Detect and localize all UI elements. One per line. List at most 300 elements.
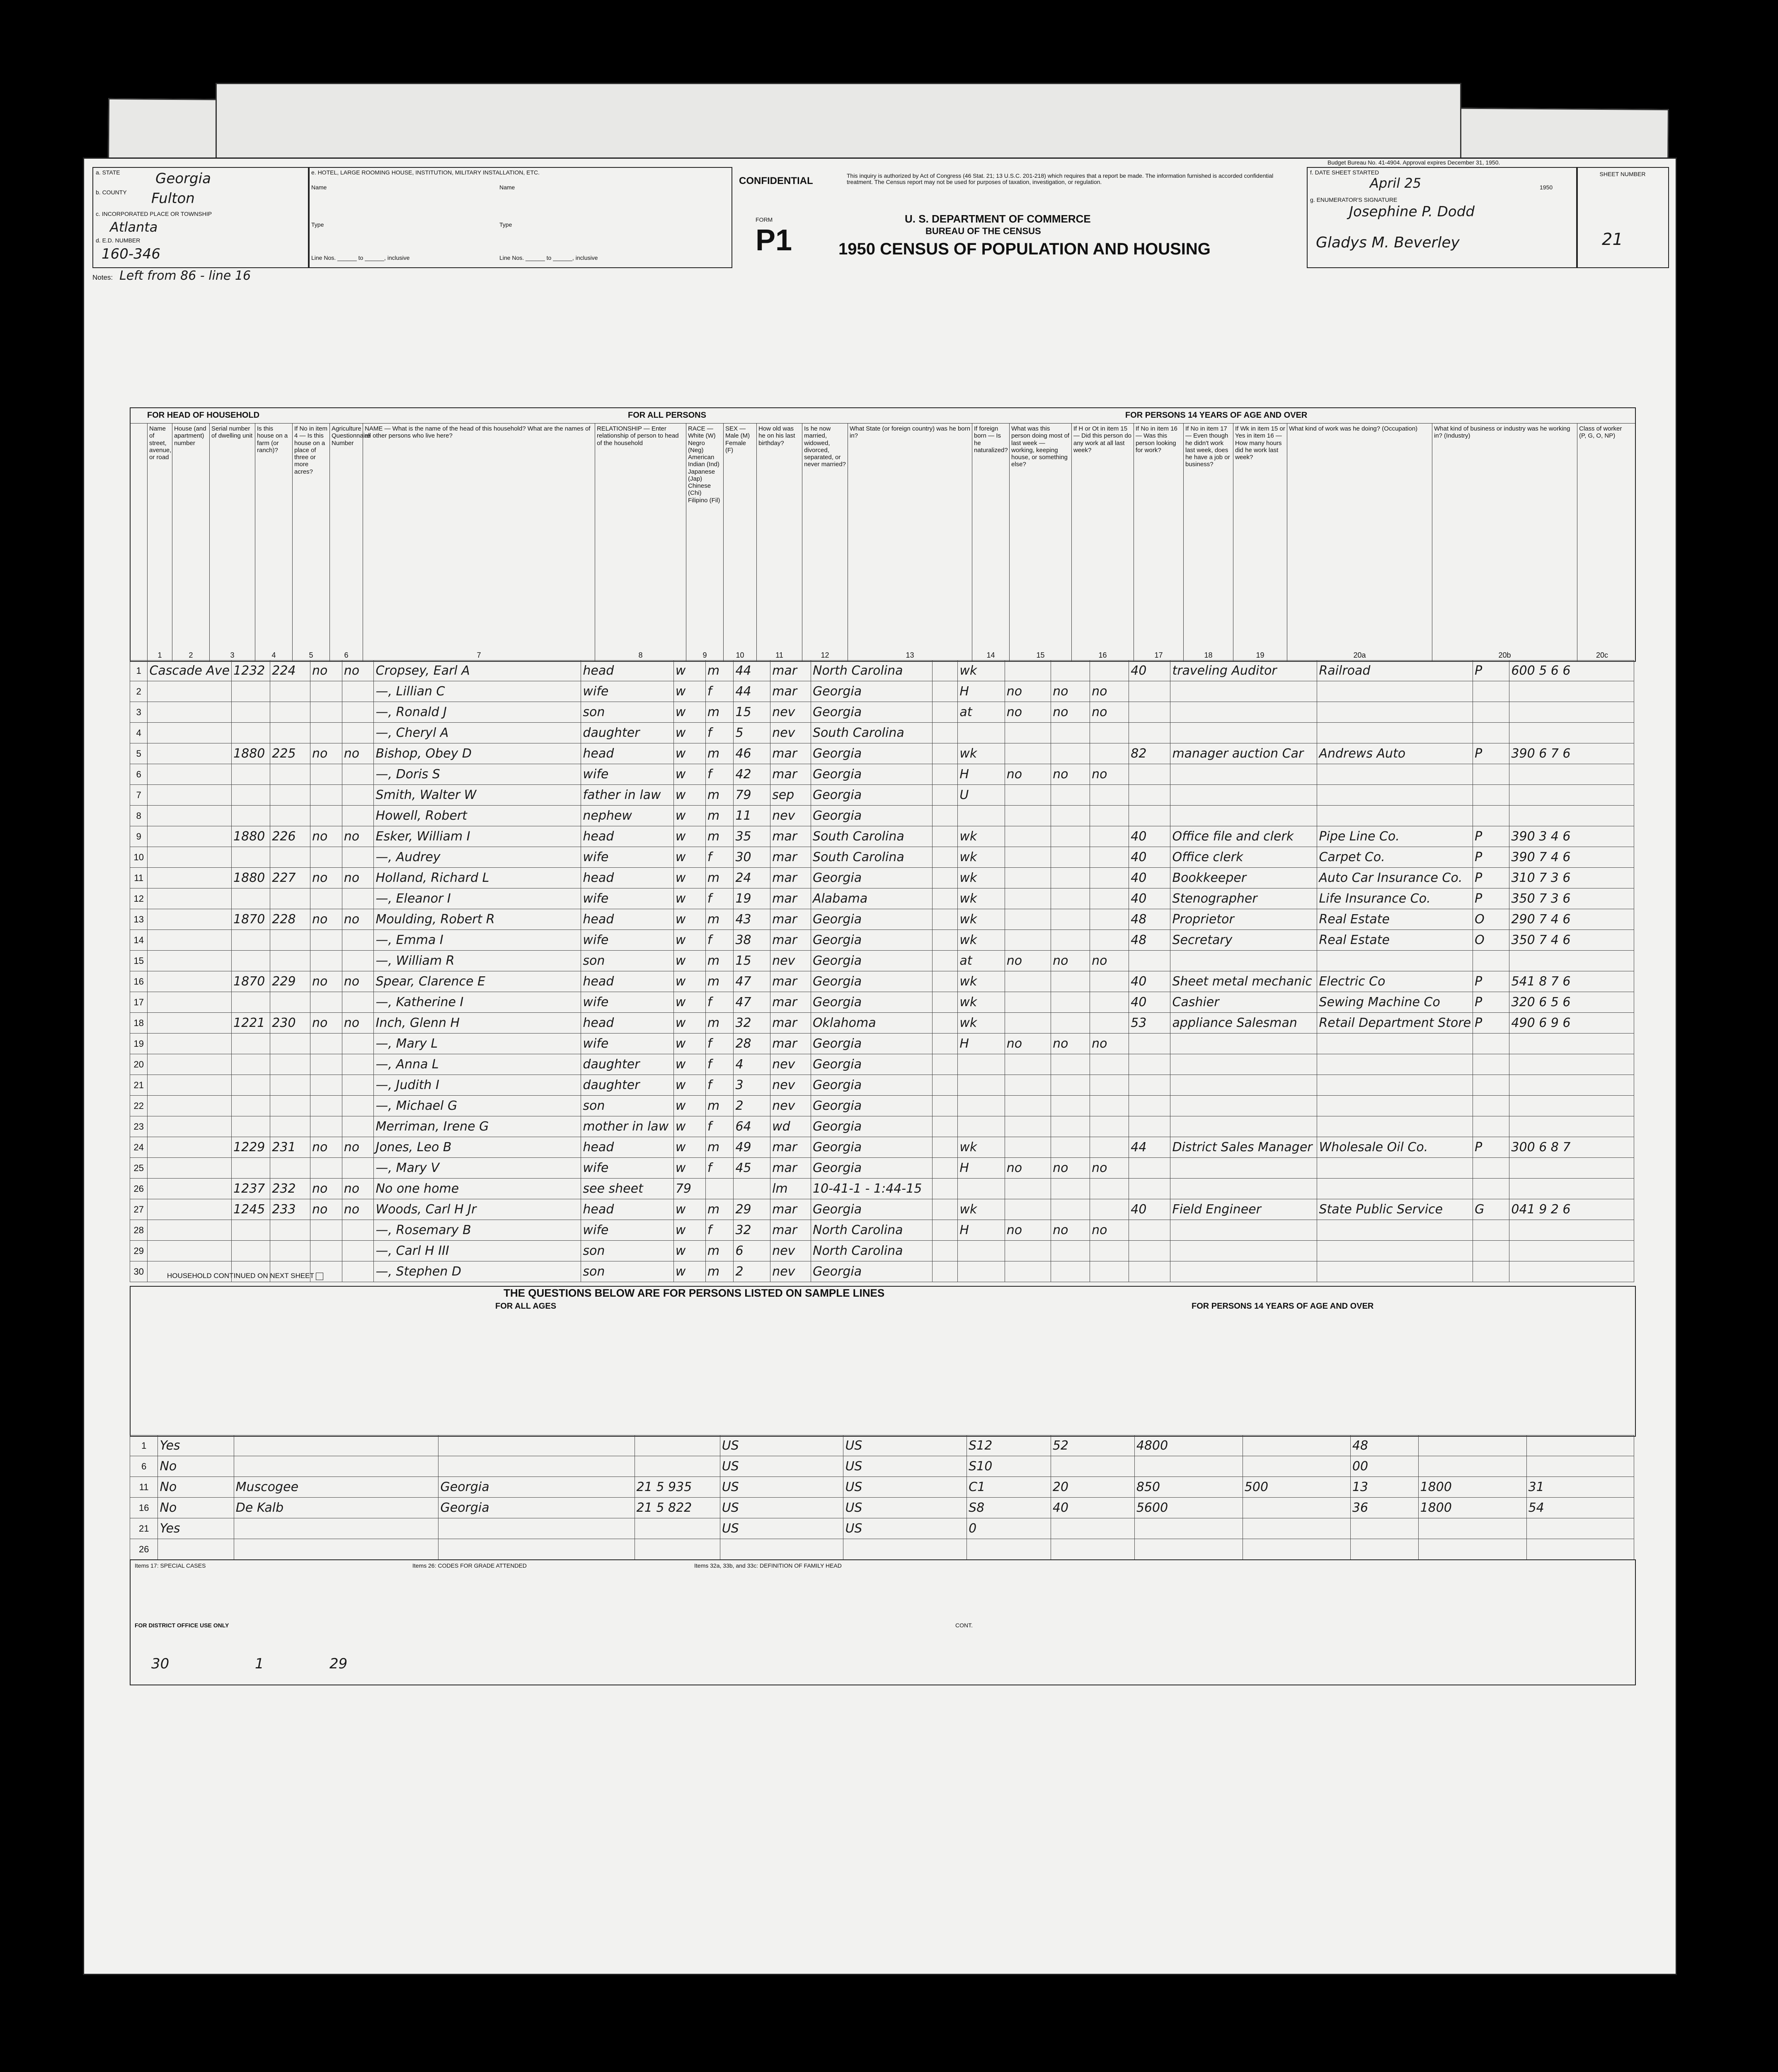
cell-age: 32 — [734, 1220, 770, 1241]
cell-w16 — [1005, 1096, 1051, 1116]
cell-industry: Life Insurance Co. — [1317, 888, 1473, 909]
table-row — [130, 1199, 1634, 1220]
cell-sex: f — [705, 764, 734, 785]
cell-w16: no — [1005, 681, 1051, 702]
cell-industry — [1317, 1220, 1473, 1241]
cell-name: —, Michael G — [374, 1096, 581, 1116]
cell-sex: m — [705, 702, 734, 723]
cell-sex: f — [705, 681, 734, 702]
cell-acres — [342, 785, 374, 806]
cell-rel: head — [581, 909, 673, 930]
cell-cls — [1473, 702, 1509, 723]
column-number: 10 — [736, 651, 744, 660]
cell-serial — [270, 1054, 310, 1075]
cell-cls: P — [1473, 847, 1509, 868]
cell-w16 — [1005, 723, 1051, 743]
cell-street — [148, 681, 232, 702]
cell-nat — [933, 723, 958, 743]
cell-acres — [342, 702, 374, 723]
table-row — [130, 681, 1634, 702]
cell-house — [232, 1054, 270, 1075]
table-row — [130, 1013, 1634, 1034]
cell-birth: Georgia — [811, 930, 933, 951]
cell-sex: m — [705, 1137, 734, 1158]
cell-sex: f — [705, 1034, 734, 1054]
cell-line: 3 — [130, 702, 148, 723]
enumerator-label: g. ENUMERATOR'S SIGNATURE — [1310, 196, 1398, 203]
sample-cell-q21: Yes — [158, 1435, 234, 1456]
cell-house — [232, 1116, 270, 1137]
cell-occupation: traveling Auditor — [1170, 661, 1317, 681]
cell-acres — [342, 681, 374, 702]
cell-rel: see sheet — [581, 1179, 673, 1199]
cell-birth: Georgia — [811, 681, 933, 702]
cell-nat — [933, 909, 958, 930]
cell-code — [1509, 681, 1634, 702]
cell-code — [1509, 951, 1634, 971]
cell-w16 — [1005, 1241, 1051, 1261]
cell-w18: no — [1090, 1220, 1129, 1241]
sample-cell-g: 31 — [1526, 1477, 1634, 1498]
cell-w17 — [1051, 1241, 1090, 1261]
cell-marital: mar — [770, 826, 811, 847]
cell-w16 — [1005, 1261, 1051, 1282]
cell-marital: nev — [770, 1075, 811, 1096]
cell-code: 350 7 4 6 — [1509, 930, 1634, 951]
cell-hours: 40 — [1129, 971, 1170, 992]
sample-cell-fam — [1418, 1435, 1526, 1456]
grade-codes: Items 26: CODES FOR GRADE ATTENDED — [412, 1562, 527, 1569]
ed-value: 160-346 — [102, 246, 161, 262]
household-continued — [167, 1272, 325, 1280]
cell-birth: Georgia — [811, 764, 933, 785]
form-label: FORM — [756, 216, 773, 223]
cell-race: w — [673, 909, 705, 930]
sample-cell-other: 500 — [1243, 1477, 1350, 1498]
cell-line: 23 — [130, 1116, 148, 1137]
cell-acres — [342, 930, 374, 951]
cell-age: 24 — [734, 868, 770, 888]
cell-w17 — [1051, 661, 1090, 681]
cell-birth: Georgia — [811, 806, 933, 826]
table-row — [130, 1137, 1634, 1158]
cell-line: 29 — [130, 1241, 148, 1261]
cell-acres: no — [342, 661, 374, 681]
cell-street — [148, 909, 232, 930]
cell-w18: no — [1090, 764, 1129, 785]
sample-cell-other — [1243, 1518, 1350, 1539]
cell-serial — [270, 806, 310, 826]
cell-industry: Andrews Auto — [1317, 743, 1473, 764]
sheet-number: 21 — [1602, 230, 1623, 249]
cell-work: wk — [958, 971, 1005, 992]
cell-w17 — [1051, 868, 1090, 888]
cell-w17: no — [1051, 1220, 1090, 1241]
sample-cell-line: 1 — [130, 1435, 158, 1456]
cell-farm — [310, 1054, 342, 1075]
cell-age: 44 — [734, 661, 770, 681]
cell-age: 6 — [734, 1241, 770, 1261]
cell-house: 1229 — [232, 1137, 270, 1158]
cell-name: —, Anna L — [374, 1054, 581, 1075]
cell-line: 8 — [130, 806, 148, 826]
cell-w18 — [1090, 785, 1129, 806]
cell-hours: 82 — [1129, 743, 1170, 764]
cell-w17 — [1051, 930, 1090, 951]
cell-rel: head — [581, 1137, 673, 1158]
table-row — [130, 909, 1634, 930]
cell-farm: no — [310, 743, 342, 764]
cell-marital: nev — [770, 1261, 811, 1282]
cell-occupation: Field Engineer — [1170, 1199, 1317, 1220]
household-continued-checkbox[interactable] — [316, 1273, 323, 1280]
cell-industry: Wholesale Oil Co. — [1317, 1137, 1473, 1158]
cell-house — [232, 992, 270, 1013]
cell-work — [958, 1054, 1005, 1075]
cell-industry — [1317, 723, 1473, 743]
sample-cell-g — [1526, 1435, 1634, 1456]
cell-street — [148, 971, 232, 992]
cell-w16 — [1005, 909, 1051, 930]
cell-acres — [342, 888, 374, 909]
cell-sex: m — [705, 1241, 734, 1261]
sample-cell-fam: 1800 — [1418, 1477, 1526, 1498]
sample-row — [130, 1539, 1634, 1560]
cell-w17 — [1051, 1013, 1090, 1034]
sample-cell-q25_father: US — [720, 1477, 843, 1498]
cell-street — [148, 1116, 232, 1137]
sample-questions-title: THE QUESTIONS BELOW ARE FOR PERSONS LISTED ON SAMPLE LINES — [504, 1287, 885, 1299]
cell-race: w — [673, 847, 705, 868]
cell-w17 — [1051, 723, 1090, 743]
cell-farm — [310, 1220, 342, 1241]
cell-race: w — [673, 681, 705, 702]
column-header-14: If foreign born — Is he naturalized? 14 — [972, 424, 1009, 661]
cell-hours — [1129, 1241, 1170, 1261]
cell-w17 — [1051, 888, 1090, 909]
cell-acres: no — [342, 743, 374, 764]
cell-nat — [933, 806, 958, 826]
cell-rel: son — [581, 1096, 673, 1116]
cell-marital: mar — [770, 868, 811, 888]
cell-name: Moulding, Robert R — [374, 909, 581, 930]
ed-label: d. E.D. NUMBER — [96, 237, 140, 244]
cell-occupation: Sheet metal mechanic — [1170, 971, 1317, 992]
cell-occupation — [1170, 1220, 1317, 1241]
cell-marital: mar — [770, 1158, 811, 1179]
cell-birth: Georgia — [811, 1137, 933, 1158]
cell-hours: 40 — [1129, 661, 1170, 681]
cell-work: at — [958, 951, 1005, 971]
cell-house — [232, 785, 270, 806]
cell-race: w — [673, 785, 705, 806]
cell-street — [148, 1220, 232, 1241]
cell-occupation — [1170, 723, 1317, 743]
cell-nat — [933, 1220, 958, 1241]
cell-w16 — [1005, 743, 1051, 764]
cell-farm — [310, 681, 342, 702]
cell-hours — [1129, 764, 1170, 785]
cell-w17 — [1051, 1179, 1090, 1199]
cell-farm: no — [310, 1137, 342, 1158]
section-persons-14: FOR PERSONS 14 YEARS OF AGE AND OVER — [1125, 411, 1308, 420]
table-row — [130, 1054, 1634, 1075]
cell-sex: m — [705, 806, 734, 826]
cell-street — [148, 1199, 232, 1220]
table-row — [130, 723, 1634, 743]
sample-cell-wages: 850 — [1134, 1477, 1243, 1498]
cell-sex: f — [705, 723, 734, 743]
cell-age: 15 — [734, 951, 770, 971]
sample-cell-q21: No — [158, 1498, 234, 1518]
cell-code — [1509, 1179, 1634, 1199]
sample-cell-weeks — [1051, 1518, 1134, 1539]
sample-cell-q25_father: US — [720, 1498, 843, 1518]
county-label: b. COUNTY — [96, 189, 127, 196]
column-header-20c: Class of worker (P, G, O, NP) 20c — [1577, 424, 1627, 661]
name-label-2: Name — [499, 184, 515, 191]
cell-name: —, Cheryl A — [374, 723, 581, 743]
sample-cell-fam — [1418, 1539, 1526, 1560]
cell-acres — [342, 1054, 374, 1075]
cell-code — [1509, 723, 1634, 743]
cell-rel: daughter — [581, 723, 673, 743]
cell-nat — [933, 1013, 958, 1034]
cell-cls: P — [1473, 971, 1509, 992]
cell-farm — [310, 1158, 342, 1179]
cell-work: wk — [958, 743, 1005, 764]
cell-occupation — [1170, 1158, 1317, 1179]
cell-work: wk — [958, 868, 1005, 888]
cell-acres — [342, 951, 374, 971]
cell-sex: m — [705, 951, 734, 971]
sample-cell-weeks: 40 — [1051, 1498, 1134, 1518]
cell-cls — [1473, 1096, 1509, 1116]
sample-cell-q21: No — [158, 1477, 234, 1498]
cell-code: 300 6 8 7 — [1509, 1137, 1634, 1158]
cell-rel: head — [581, 971, 673, 992]
sample-cell-q25_father: US — [720, 1456, 843, 1477]
cell-house — [232, 951, 270, 971]
sample-cell-q25_mother — [843, 1539, 967, 1560]
cell-sex: m — [705, 1096, 734, 1116]
cell-occupation — [1170, 1054, 1317, 1075]
cell-street — [148, 1179, 232, 1199]
cell-occupation: Bookkeeper — [1170, 868, 1317, 888]
cell-house — [232, 1220, 270, 1241]
cell-line: 12 — [130, 888, 148, 909]
cell-sex: f — [705, 992, 734, 1013]
cell-occupation — [1170, 1034, 1317, 1054]
cell-name: —, Mary L — [374, 1034, 581, 1054]
sample-cell-other — [1243, 1435, 1350, 1456]
cell-street — [148, 888, 232, 909]
cell-w17 — [1051, 1096, 1090, 1116]
column-header-4: Is this house on a farm (or ranch)? 4 — [255, 424, 292, 661]
sample-cell-code: 21 5 822 — [635, 1498, 720, 1518]
cell-sex: m — [705, 661, 734, 681]
cell-w16 — [1005, 1075, 1051, 1096]
cell-house — [232, 723, 270, 743]
cell-serial: 233 — [270, 1199, 310, 1220]
cell-cls: P — [1473, 888, 1509, 909]
cell-nat — [933, 702, 958, 723]
sample-cell-wages — [1134, 1539, 1243, 1560]
budget-note: Budget Bureau No. 41-4904. Approval expires December 31, 1950. — [1327, 159, 1500, 166]
cell-hours — [1129, 1179, 1170, 1199]
confidential-label: CONFIDENTIAL — [739, 175, 813, 186]
cell-race: w — [673, 1137, 705, 1158]
cell-farm — [310, 785, 342, 806]
cell-name: Inch, Glenn H — [374, 1013, 581, 1034]
cell-race: w — [673, 723, 705, 743]
cell-w18: no — [1090, 951, 1129, 971]
cell-age: 4 — [734, 1054, 770, 1075]
cell-occupation: appliance Salesman — [1170, 1013, 1317, 1034]
cell-cls — [1473, 1261, 1509, 1282]
column-header-2: House (and apartment) number 2 — [172, 424, 209, 661]
cell-house — [232, 764, 270, 785]
cell-nat — [933, 930, 958, 951]
cell-race: w — [673, 1096, 705, 1116]
cell-birth: Georgia — [811, 909, 933, 930]
cell-sex: m — [705, 971, 734, 992]
cell-w18 — [1090, 1075, 1129, 1096]
sample-cell-state — [438, 1435, 635, 1456]
cell-w16 — [1005, 785, 1051, 806]
cell-industry — [1317, 1096, 1473, 1116]
line-nos-2: Line Nos. ______ to ______, inclusive — [499, 254, 598, 261]
cell-serial — [270, 1096, 310, 1116]
cell-hours — [1129, 1158, 1170, 1179]
cell-sex — [705, 1179, 734, 1199]
cell-rel: daughter — [581, 1054, 673, 1075]
cell-age: 28 — [734, 1034, 770, 1054]
cell-w18 — [1090, 1116, 1129, 1137]
cell-w17: no — [1051, 764, 1090, 785]
cell-birth: Georgia — [811, 1199, 933, 1220]
cell-nat — [933, 1261, 958, 1282]
cell-serial — [270, 951, 310, 971]
cell-rel: father in law — [581, 785, 673, 806]
cell-line: 4 — [130, 723, 148, 743]
sample-row — [130, 1518, 1634, 1539]
column-number: 15 — [1036, 651, 1045, 660]
cell-line: 15 — [130, 951, 148, 971]
cell-line: 18 — [130, 1013, 148, 1034]
cell-w18 — [1090, 888, 1129, 909]
cell-occupation: Stenographer — [1170, 888, 1317, 909]
cell-work: wk — [958, 847, 1005, 868]
cell-sex: f — [705, 888, 734, 909]
cell-code — [1509, 1075, 1634, 1096]
cell-rel: son — [581, 1241, 673, 1261]
table-row — [130, 785, 1634, 806]
cell-name: —, Ronald J — [374, 702, 581, 723]
sample-cell-other — [1243, 1456, 1350, 1477]
sample-row — [130, 1477, 1634, 1498]
sample-cell-weeks: 20 — [1051, 1477, 1134, 1498]
date-value: April 25 — [1370, 175, 1422, 191]
cell-code: 390 6 7 6 — [1509, 743, 1634, 764]
cell-line: 27 — [130, 1199, 148, 1220]
cell-nat — [933, 1075, 958, 1096]
cell-name: Jones, Leo B — [374, 1137, 581, 1158]
cell-name: —, Mary V — [374, 1158, 581, 1179]
cell-code — [1509, 764, 1634, 785]
column-number: 5 — [309, 651, 313, 660]
cell-birth: North Carolina — [811, 1220, 933, 1241]
county-value: Fulton — [151, 190, 195, 207]
cell-name: —, Audrey — [374, 847, 581, 868]
cell-birth: Georgia — [811, 785, 933, 806]
cell-street — [148, 1241, 232, 1261]
cell-work: H — [958, 764, 1005, 785]
column-number: 14 — [986, 651, 995, 660]
family-head-def: Items 32a, 33b, and 33c: DEFINITION OF FAMILY HEAD — [694, 1562, 842, 1569]
column-header-7: NAME — What is the name of the head of this household? What are the names of all other persons who live here? 7 — [363, 424, 595, 661]
cell-age: 19 — [734, 888, 770, 909]
column-number: 6 — [344, 651, 349, 660]
column-header-15: What was this person doing most of last week — working, keeping house, or something else? 15 — [1009, 424, 1071, 661]
cell-line: 22 — [130, 1096, 148, 1116]
department: U. S. DEPARTMENT OF COMMERCE — [905, 213, 1091, 225]
cell-line: 17 — [130, 992, 148, 1013]
cell-name: —, Lillian C — [374, 681, 581, 702]
sample-cell-code — [635, 1518, 720, 1539]
cell-sex: m — [705, 1013, 734, 1034]
cell-age: 38 — [734, 930, 770, 951]
sample-cell-q21 — [158, 1539, 234, 1560]
column-headers — [131, 423, 1635, 661]
cell-work: wk — [958, 888, 1005, 909]
cell-birth: North Carolina — [811, 661, 933, 681]
cell-industry — [1317, 785, 1473, 806]
cell-age: 43 — [734, 909, 770, 930]
table-row — [130, 764, 1634, 785]
sample-cell-county: Muscogee — [234, 1477, 438, 1498]
cell-w17 — [1051, 1054, 1090, 1075]
cell-industry — [1317, 1034, 1473, 1054]
cell-w17: no — [1051, 702, 1090, 723]
cell-code: 310 7 3 6 — [1509, 868, 1634, 888]
cell-code: 041 9 2 6 — [1509, 1199, 1634, 1220]
cell-work: U — [958, 785, 1005, 806]
cell-w16 — [1005, 826, 1051, 847]
cell-farm: no — [310, 661, 342, 681]
cell-house — [232, 888, 270, 909]
cell-house: 1221 — [232, 1013, 270, 1034]
cell-name: No one home — [374, 1179, 581, 1199]
cell-marital: mar — [770, 909, 811, 930]
cell-work: H — [958, 1158, 1005, 1179]
cell-w16: no — [1005, 951, 1051, 971]
cell-nat — [933, 1137, 958, 1158]
back-sheet-2 — [216, 83, 1461, 168]
cell-race: w — [673, 743, 705, 764]
cell-w16 — [1005, 992, 1051, 1013]
district-office: FOR DISTRICT OFFICE USE ONLY — [135, 1622, 229, 1629]
cell-sex: m — [705, 1261, 734, 1282]
table-row — [130, 1179, 1634, 1199]
cell-street — [148, 1054, 232, 1075]
cell-line: 24 — [130, 1137, 148, 1158]
cell-line: 25 — [130, 1158, 148, 1179]
cell-work — [958, 1116, 1005, 1137]
lines-on-sheet: 30 — [151, 1656, 170, 1672]
cell-industry: Real Estate — [1317, 909, 1473, 930]
cell-birth: Georgia — [811, 1261, 933, 1282]
